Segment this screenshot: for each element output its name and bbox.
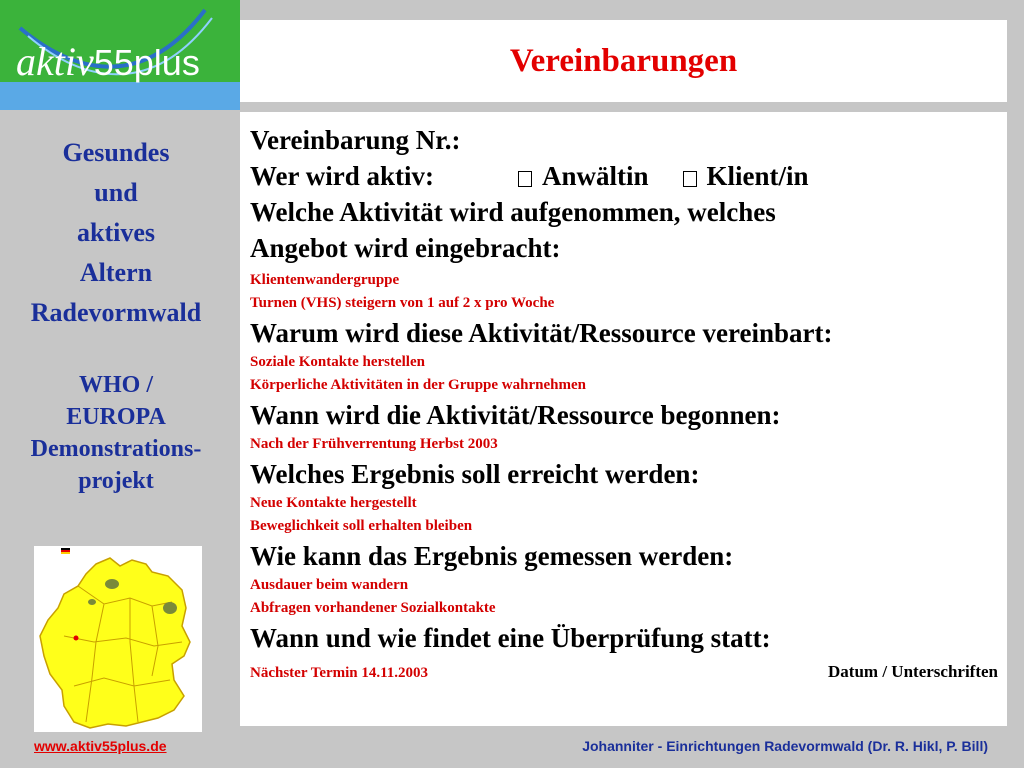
logo-word-aktiv: aktiv <box>16 39 94 84</box>
sidebar-line: und <box>94 178 138 207</box>
activity-answer: Turnen (VHS) steigern von 1 auf 2 x pro Woche <box>250 295 555 311</box>
logo <box>0 0 240 110</box>
agreement-number-label: Vereinbarung Nr.: <box>250 125 461 155</box>
footer-credit: Johanniter - Einrichtungen Radevormwald (Dr. R. Hikl, P. Bill) <box>582 738 988 754</box>
germany-map-icon <box>34 546 202 732</box>
measure-answer: Abfragen vorhandener Sozialkontakte <box>250 600 496 616</box>
agreement-content <box>250 122 998 685</box>
option-anwaeltin: Anwältin <box>542 161 649 191</box>
who-line: Demonstrations- <box>30 436 202 462</box>
reason-answer: Körperliche Aktivitäten in der Gruppe wahrnehmen <box>250 377 586 393</box>
sidebar-line: Radevormwald <box>30 298 202 327</box>
measure-question: Wie kann das Ergebnis gemessen werden: <box>250 541 734 571</box>
page-title: Vereinbarungen <box>509 42 738 79</box>
sidebar-line: Gesundes <box>62 138 170 167</box>
measure-answer: Ausdauer beim wandern <box>250 577 409 593</box>
activity-question-line2: Angebot wird eingebracht: <box>250 233 561 263</box>
reason-answer: Soziale Kontakte herstellen <box>250 354 425 370</box>
who-active-row <box>250 158 998 194</box>
review-answer: Nächster Termin 14.11.2003 <box>250 665 429 681</box>
goal-answer: Neue Kontakte hergestellt <box>250 495 417 511</box>
checkbox-klient[interactable] <box>683 171 697 187</box>
sidebar-line: aktives <box>77 218 155 247</box>
activity-question-line1: Welche Aktivität wird aufgenommen, welches <box>250 197 776 227</box>
agreement-form <box>240 112 1007 726</box>
option-klient: Klient/in <box>706 161 809 191</box>
logo-wordmark <box>16 39 200 84</box>
checkbox-anwaeltin[interactable] <box>518 171 532 187</box>
germany-map <box>34 546 202 732</box>
reason-question: Warum wird diese Aktivität/Ressource vereinbart: <box>250 318 833 348</box>
goal-question: Welches Ergebnis soll erreicht werden: <box>250 459 700 489</box>
start-answer: Nach der Frühverrentung Herbst 2003 <box>250 436 498 452</box>
who-line: WHO / <box>78 372 153 398</box>
who-line: projekt <box>78 468 154 494</box>
goal-answer: Beweglichkeit soll erhalten bleiben <box>250 518 473 534</box>
signature-label: Datum / Unterschriften <box>828 662 998 681</box>
start-question: Wann wird die Aktivität/Ressource begonnen: <box>250 400 781 430</box>
logo-word-55plus: 55plus <box>93 42 200 83</box>
who-active-label: Wer wird aktiv: <box>250 161 434 191</box>
website-link[interactable]: www.aktiv55plus.de <box>34 738 167 754</box>
sidebar-who-label <box>0 369 232 497</box>
activity-answer: Klientenwandergruppe <box>250 272 400 288</box>
review-question: Wann und wie findet eine Überprüfung statt: <box>250 623 771 653</box>
sidebar-project-name <box>0 133 232 333</box>
review-row <box>250 662 998 685</box>
sidebar-line: Altern <box>79 258 153 287</box>
who-line: EUROPA <box>66 404 166 430</box>
title-box <box>240 20 1007 102</box>
